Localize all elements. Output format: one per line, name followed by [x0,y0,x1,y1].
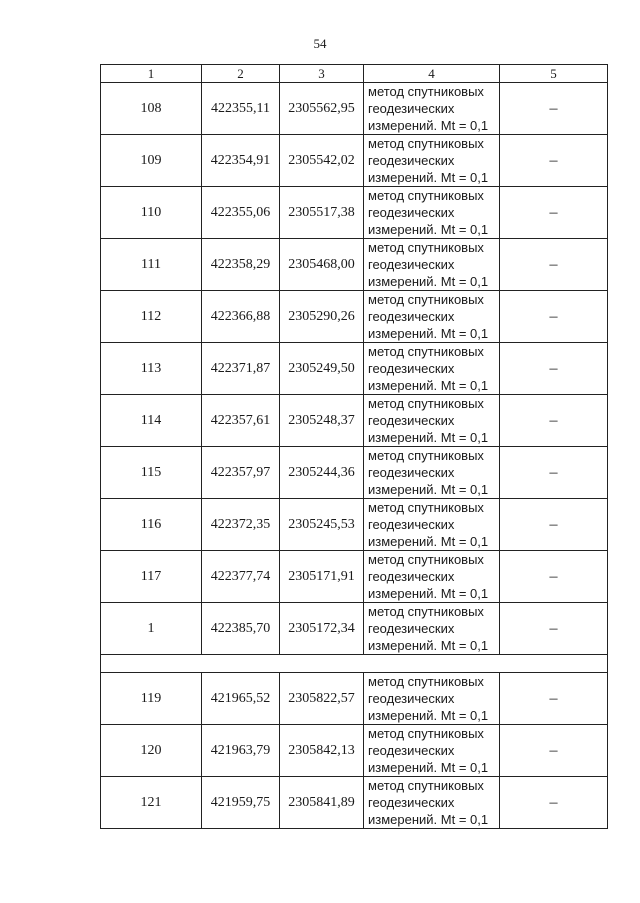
y-coordinate-cell: 2305244,36 [280,447,364,499]
y-coordinate-cell: 2305822,57 [280,673,364,725]
point-number-cell: 120 [101,725,202,777]
method-line: геодезических [368,465,455,480]
method-line: измерений. Mt = 0,1 [368,222,489,237]
col5-cell: – [500,291,608,343]
method-line: геодезических [368,205,455,220]
method-line: измерений. Mt = 0,1 [368,586,489,601]
x-coordinate-cell: 422366,88 [202,291,280,343]
method-line: геодезических [368,309,455,324]
table-row [101,499,608,551]
x-coordinate-cell: 422355,06 [202,187,280,239]
method-line: метод спутниковых [368,240,484,255]
x-coordinate-cell: 422385,70 [202,603,280,655]
section-separator-cell [101,655,608,673]
col5-cell: – [500,343,608,395]
method-line: измерений. Mt = 0,1 [368,534,489,549]
method-cell [364,343,500,395]
table-row [101,135,608,187]
method-cell [364,673,500,725]
method-line: метод спутниковых [368,448,484,463]
x-coordinate-cell: 422354,91 [202,135,280,187]
method-cell [364,777,500,829]
col5-cell: – [500,395,608,447]
method-line: метод спутниковых [368,292,484,307]
method-line: метод спутниковых [368,552,484,567]
method-cell [364,291,500,343]
method-line: измерений. Mt = 0,1 [368,708,489,723]
point-number-cell: 114 [101,395,202,447]
col5-cell: – [500,135,608,187]
section-separator-row [101,655,608,673]
header-col-3: 3 [280,65,364,83]
method-line: геодезических [368,257,455,272]
table-row [101,673,608,725]
method-line: метод спутниковых [368,674,484,689]
col5-cell: – [500,777,608,829]
method-line: метод спутниковых [368,500,484,515]
method-line: измерений. Mt = 0,1 [368,482,489,497]
method-cell [364,83,500,135]
col5-cell: – [500,551,608,603]
y-coordinate-cell: 2305248,37 [280,395,364,447]
method-line: измерений. Mt = 0,1 [368,760,489,775]
x-coordinate-cell: 422358,29 [202,239,280,291]
y-coordinate-cell: 2305841,89 [280,777,364,829]
x-coordinate-cell: 422372,35 [202,499,280,551]
method-line: метод спутниковых [368,188,484,203]
method-line: геодезических [368,569,455,584]
method-cell [364,725,500,777]
point-number-cell: 113 [101,343,202,395]
col5-cell: – [500,673,608,725]
table-row [101,777,608,829]
method-cell [364,395,500,447]
table-row [101,395,608,447]
method-line: геодезических [368,691,455,706]
point-number-cell: 111 [101,239,202,291]
point-number-cell: 110 [101,187,202,239]
x-coordinate-cell: 422377,74 [202,551,280,603]
coordinates-table [100,64,608,829]
col5-cell: – [500,725,608,777]
table-row [101,551,608,603]
method-line: геодезических [368,361,455,376]
table-row [101,603,608,655]
y-coordinate-cell: 2305172,34 [280,603,364,655]
col5-cell: – [500,499,608,551]
point-number-cell: 108 [101,83,202,135]
method-line: измерений. Mt = 0,1 [368,274,489,289]
table-row [101,725,608,777]
x-coordinate-cell: 421959,75 [202,777,280,829]
header-col-1: 1 [101,65,202,83]
y-coordinate-cell: 2305517,38 [280,187,364,239]
point-number-cell: 112 [101,291,202,343]
method-line: измерений. Mt = 0,1 [368,118,489,133]
method-line: метод спутниковых [368,84,484,99]
point-number-cell: 109 [101,135,202,187]
method-line: метод спутниковых [368,778,484,793]
table-row [101,291,608,343]
y-coordinate-cell: 2305468,00 [280,239,364,291]
header-col-5: 5 [500,65,608,83]
page-number: 54 [313,36,327,51]
method-line: метод спутниковых [368,604,484,619]
col5-cell: – [500,83,608,135]
method-cell [364,447,500,499]
method-line: метод спутниковых [368,396,484,411]
x-coordinate-cell: 421963,79 [202,725,280,777]
y-coordinate-cell: 2305290,26 [280,291,364,343]
y-coordinate-cell: 2305562,95 [280,83,364,135]
method-line: метод спутниковых [368,344,484,359]
y-coordinate-cell: 2305842,13 [280,725,364,777]
x-coordinate-cell: 422371,87 [202,343,280,395]
table-header-row [101,65,608,83]
method-line: измерений. Mt = 0,1 [368,430,489,445]
x-coordinate-cell: 422357,97 [202,447,280,499]
x-coordinate-cell: 421965,52 [202,673,280,725]
x-coordinate-cell: 422355,11 [202,83,280,135]
method-cell [364,135,500,187]
method-line: измерений. Mt = 0,1 [368,638,489,653]
method-cell [364,499,500,551]
method-line: измерений. Mt = 0,1 [368,378,489,393]
method-line: геодезических [368,621,455,636]
point-number-cell: 115 [101,447,202,499]
point-number-cell: 121 [101,777,202,829]
method-cell [364,603,500,655]
method-line: геодезических [368,101,455,116]
method-line: геодезических [368,743,455,758]
point-number-cell: 119 [101,673,202,725]
point-number-cell: 1 [101,603,202,655]
method-line: измерений. Mt = 0,1 [368,170,489,185]
y-coordinate-cell: 2305245,53 [280,499,364,551]
table-row [101,239,608,291]
x-coordinate-cell: 422357,61 [202,395,280,447]
method-cell [364,551,500,603]
col5-cell: – [500,239,608,291]
col5-cell: – [500,447,608,499]
method-line: геодезических [368,153,455,168]
method-line: метод спутниковых [368,726,484,741]
method-line: геодезических [368,795,455,810]
point-number-cell: 116 [101,499,202,551]
y-coordinate-cell: 2305171,91 [280,551,364,603]
col5-cell: – [500,603,608,655]
method-line: измерений. Mt = 0,1 [368,326,489,341]
method-line: метод спутниковых [368,136,484,151]
header-col-2: 2 [202,65,280,83]
point-number-cell: 117 [101,551,202,603]
method-line: измерений. Mt = 0,1 [368,812,489,827]
table-row [101,343,608,395]
table-row [101,447,608,499]
table-row [101,83,608,135]
method-cell [364,239,500,291]
method-line: геодезических [368,517,455,532]
table-body [101,83,608,829]
y-coordinate-cell: 2305542,02 [280,135,364,187]
table-row [101,187,608,239]
header-col-4: 4 [364,65,500,83]
method-line: геодезических [368,413,455,428]
col5-cell: – [500,187,608,239]
y-coordinate-cell: 2305249,50 [280,343,364,395]
method-cell [364,187,500,239]
